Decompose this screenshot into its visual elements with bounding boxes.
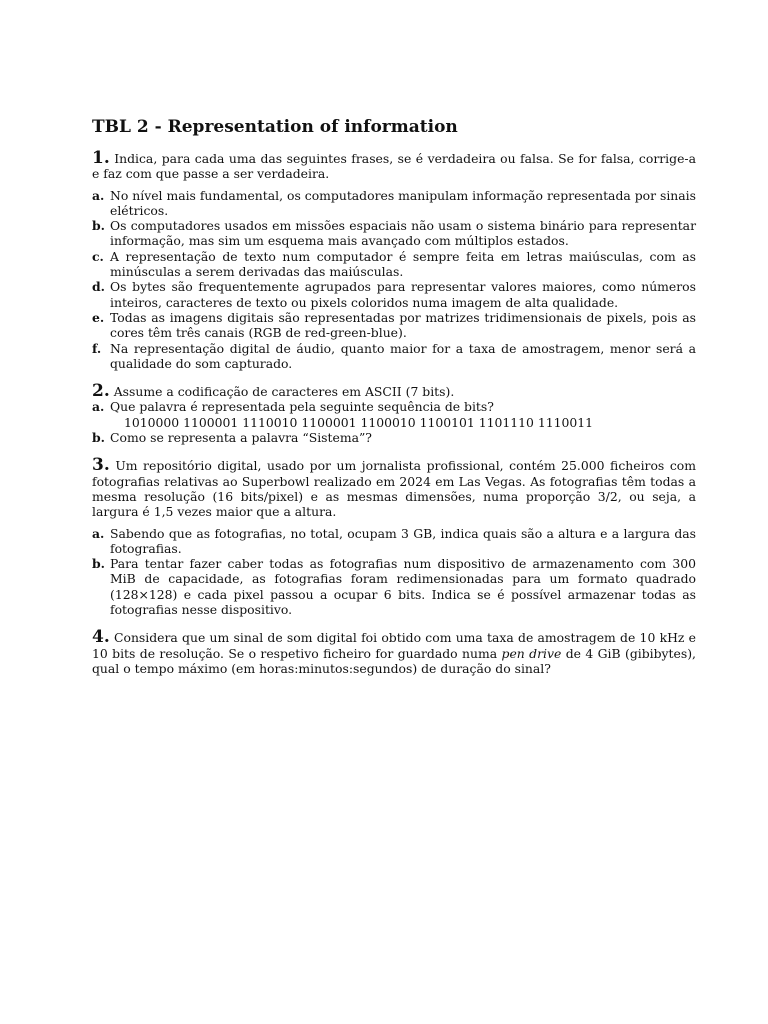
problem-intro <box>92 455 696 520</box>
list-item <box>92 188 696 219</box>
item-letter: d. <box>92 279 105 295</box>
item-text: Para tentar fazer caber todas as fotografias num dispositivo de armazenamento com 300 MiB de capacidade, as fotografias foram redimensionadas para um formato quadrado (128×128) e cada pixel passou a ocupar 6 bits. Indica se é possível armazenar todas as fotografias nesse dispositivo. <box>110 556 696 618</box>
problem-number: 1. <box>92 148 110 168</box>
problem-1 <box>92 148 696 371</box>
item-text: Sabendo que as fotografias, no total, ocupam 3 GB, indica quais são a altura e a largura das fotografias. <box>110 525 696 556</box>
item-letter: b. <box>92 430 105 446</box>
problem-intro-text: de 4 GiB (gibibytes), qual o tempo máximo (em horas:minutos:segundos) de duração do sinal? <box>92 645 696 676</box>
list-item <box>92 218 696 249</box>
problem-intro-text: Assume a codificação de caracteres em ASCII (7 bits). <box>113 384 455 400</box>
list-item <box>92 526 696 557</box>
problem-intro <box>92 627 696 676</box>
item-letter: e. <box>92 309 105 325</box>
item-letter: a. <box>92 187 105 203</box>
page-title: TBL 2 - Representation of information <box>92 117 458 137</box>
problem-number: 3. <box>92 455 110 476</box>
item-letter: f. <box>92 340 102 356</box>
problem-intro-text: Considera que um sinal de som digital foi obtido com uma taxa de amostragem de 10 kHz e 10 bits de resolução. Se o respetivo ficheiro for guardado numa <box>92 630 696 661</box>
item-text: No nível mais fundamental, os computadores manipulam informação representada por sinais elétricos. <box>110 187 696 218</box>
item-letter: a. <box>92 399 105 415</box>
list-item <box>92 399 696 414</box>
item-text: Que palavra é representada pela seguinte sequência de bits? <box>110 399 494 415</box>
item-text: Como se representa a palavra “Sistema”? <box>110 430 372 446</box>
list-item <box>92 556 696 617</box>
item-letter: b. <box>92 218 105 234</box>
problem-number: 2. <box>92 381 110 402</box>
item-letter: a. <box>92 525 105 541</box>
list-item <box>92 430 696 445</box>
item-text: Os bytes são frequentemente agrupados para representar valores maiores, como números inteiros, caracteres de texto ou pixels coloridos numa imagem de alta qualidade. <box>110 279 696 310</box>
problem-3 <box>92 455 696 618</box>
bit-sequence: 1010000 1100001 1110010 1100001 1100010 1100101 1101110 1110011 <box>124 414 594 430</box>
list-item <box>92 249 696 280</box>
problem-number: 4. <box>92 627 110 648</box>
list-item <box>92 279 696 310</box>
item-text: Os computadores usados em missões espaciais não usam o sistema binário para representar informação, mas sim um esquema mais avançado com múltiplos estados. <box>110 218 696 249</box>
problem-intro <box>92 148 696 182</box>
problem-intro <box>92 381 696 402</box>
document-content <box>92 116 696 689</box>
item-text: Na representação digital de áudio, quanto maior for a taxa de amostragem, menor será a qualidade do som capturado. <box>110 340 696 371</box>
list-item <box>92 341 696 372</box>
item-letter: c. <box>92 248 104 264</box>
problem-2 <box>92 381 696 446</box>
item-text: A representação de texto num computador é sempre feita em letras maiúsculas, com as minúsculas a serem derivadas das maiúsculas. <box>110 248 696 280</box>
problem-intro-text: Um repositório digital, usado por um jornalista profissional, contém 25.000 ficheiros com fotografias relativas ao Superbowl realizado em 2024 em Las Vegas. As fotografias têm todas a mesma resolução (16 bits/pixel) e as mesmas dimensões, numa proporção 3/2, ou seja, a largura é 1,5 vezes maior que a altura. <box>92 458 696 520</box>
list-item <box>92 310 696 341</box>
problem-4 <box>92 627 696 676</box>
problem-intro-text: Indica, para cada uma das seguintes frases, se é verdadeira ou falsa. Se for falsa, corrige-a e faz com que passe a ser verdadeira. <box>92 151 696 182</box>
item-letter: b. <box>92 556 105 572</box>
emphasized-term: pen drive <box>501 645 562 661</box>
item-text: Todas as imagens digitais são representadas por matrizes tridimensionais de pixels, pois as cores têm três canais (RGB de red-green-blue). <box>110 309 696 341</box>
